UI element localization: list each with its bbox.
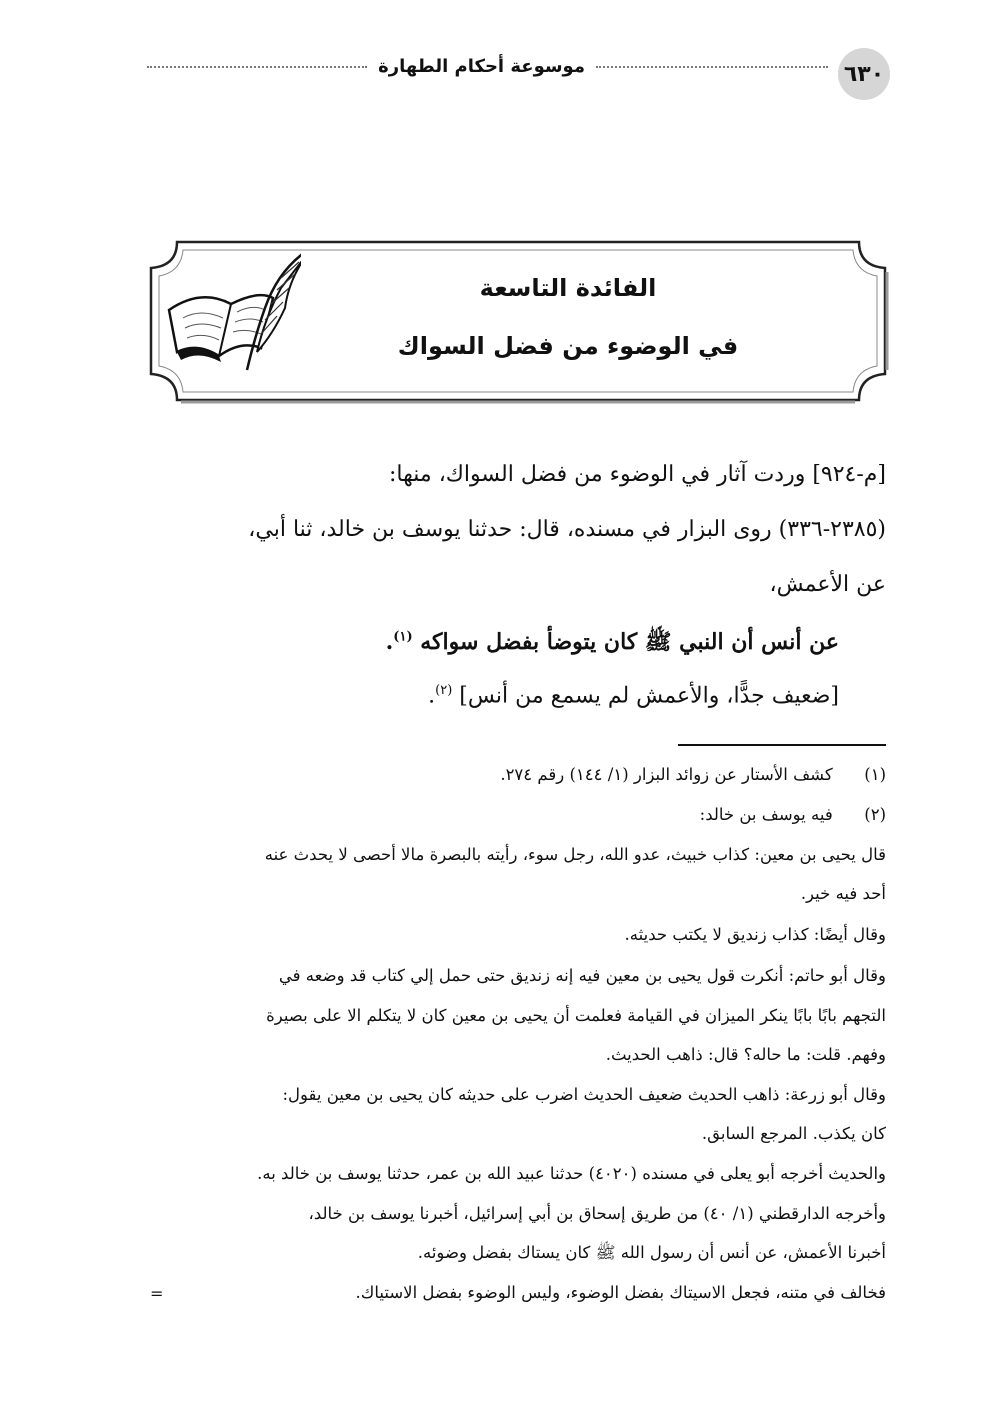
section-title: الفائدة التاسعة (479, 274, 657, 302)
footnote-separator (678, 744, 886, 746)
footnote-2-line: وقال أبو حاتم: أنكرت قول يحيى بن معين فيه إنه زنديق حتى حمل إلي كتاب قد وضعه في (278, 966, 886, 985)
body-line-3: عن الأعمش، (769, 572, 886, 597)
hadith-text (118, 628, 839, 660)
section-subtitle: في الوضوء من فضل السواك (397, 332, 739, 360)
header-dotted-rule-left (147, 66, 367, 68)
footnote-ref-1: (١) (393, 629, 413, 645)
footnote-2-line: وقال أبو زرعة: ذاهب الحديث ضعيف الحديث اضرب على حديثه كان يحيى بن معين يقول: (282, 1085, 886, 1104)
footnote-2-line: وأخرجه الدارقطني (١/ ٤٠) من طريق إسحاق بن أبي إسرائيل، أخبرنا يوسف بن خالد، (308, 1204, 886, 1223)
footnote-2 (148, 805, 886, 824)
hadith-period: . (385, 629, 394, 655)
footnote-2-line: فخالف في متنه، فجعل الاسيتاك بفضل الوضوء، وليس الوضوء بفضل الاستياك. (355, 1283, 886, 1302)
footnote-2-line: وقال أيضًا: كذاب زنديق لا يكتب حديثه. (624, 925, 886, 944)
header-dotted-rule-right (596, 66, 828, 68)
footnote-1-number: (١) (864, 765, 886, 784)
continuation-mark: = (150, 1284, 164, 1303)
footnote-2-number: (٢) (864, 805, 886, 824)
hadith-text-content: عن أنس أن النبي ﷺ كان يتوضأ بفضل سواكه (420, 629, 839, 655)
book-and-quill-icon (161, 248, 301, 378)
section-title-frame (143, 236, 893, 406)
footnote-1 (148, 765, 886, 784)
grading-line (118, 683, 839, 708)
footnote-2-line: قال يحيى بن معين: كذاب خبيث، عدو الله، رجل سوء، رأيته بالبصرة مالا أحصى لا يحدث عنه (264, 845, 886, 864)
footnote-2-line: أحد فيه خير. (800, 884, 886, 903)
footnote-2-line: وفهم. قلت: ما حاله؟ قال: ذاهب الحديث. (605, 1045, 886, 1064)
footnote-2-line: التجهم بابًا بابًا ينكر الميزان في القيامة فعلمت أن يحيى بن معين كان لا يتكلم الا على بصيرة (266, 1006, 886, 1025)
footnote-2-line: والحديث أخرجه أبو يعلى في مسنده (٤٠٢٠) حدثنا عبيد الله بن عمر، حدثنا يوسف بن خالد به. (257, 1164, 886, 1183)
footnote-2-text: فيه يوسف بن خالد: (699, 805, 833, 824)
grading-period: . (428, 683, 436, 709)
footnote-2-line: أخبرنا الأعمش، عن أنس أن رسول الله ﷺ كان يستاك بفضل وضوئه. (417, 1243, 886, 1262)
footnote-ref-2: (٢) (435, 683, 453, 698)
body-line-2: (٢٣٨٥-٣٣٦) روى البزار في مسنده، قال: حدثنا يوسف بن خالد، ثنا أبي، (248, 517, 886, 542)
footnote-2-line: كان يكذب. المرجع السابق. (701, 1124, 886, 1143)
running-title: موسوعة أحكام الطهارة (378, 56, 585, 77)
footnote-1-text: كشف الأستار عن زوائد البزار (١/ ١٤٤) رقم ٢٧٤. (500, 765, 833, 784)
body-line-1: [م-٩٢٤] وردت آثار في الوضوء من فضل السواك، منها: (389, 462, 886, 487)
grading-text: [ضعيف جدًّا، والأعمش لم يسمع من أنس] (459, 683, 839, 709)
page-number: ٦٣٠ (838, 48, 890, 100)
page-header (145, 46, 890, 98)
